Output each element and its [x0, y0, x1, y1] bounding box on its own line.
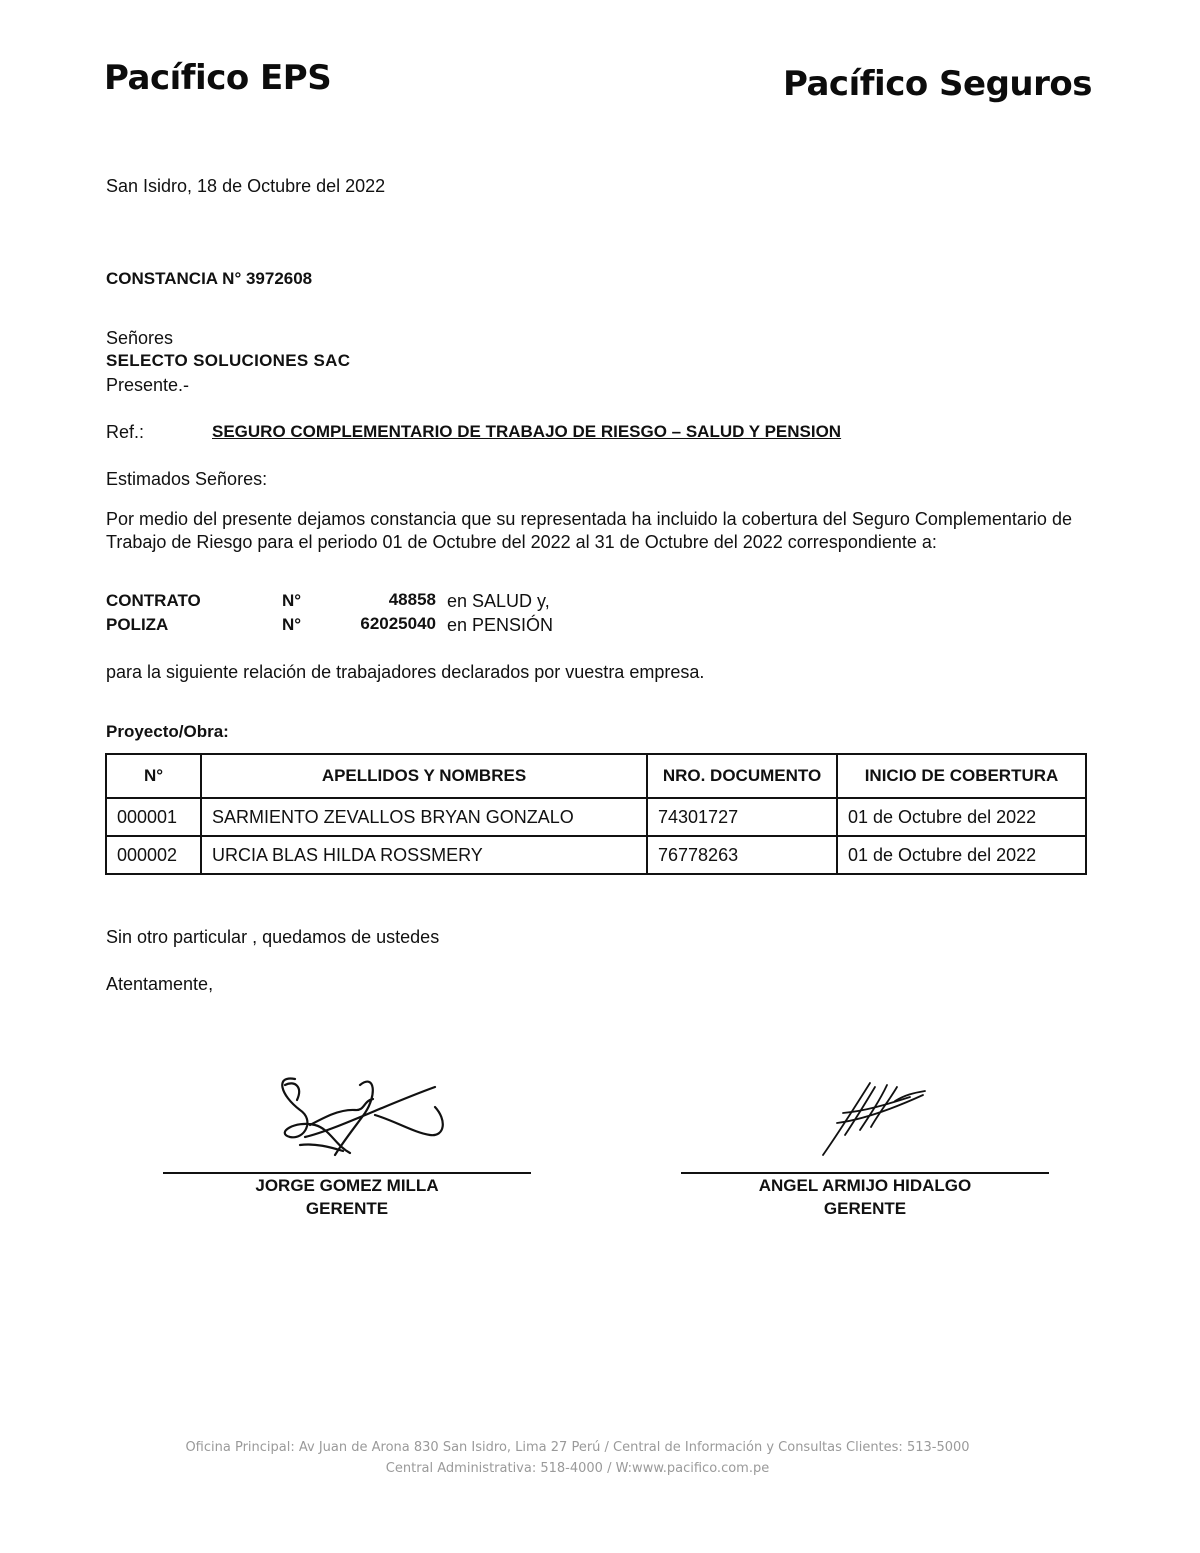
poliza-number: 62025040 — [360, 614, 436, 633]
closing-line: Sin otro particular , quedamos de ustedes — [106, 927, 440, 947]
footer-line-1: Oficina Principal: Av Juan de Arona 830 San Isidro, Lima 27 Perú / Central de Información y Consultas Clientes: 513-5000 — [185, 1440, 970, 1455]
table-row — [106, 798, 1086, 836]
poliza-no-label: N° — [282, 615, 302, 634]
table-header-row — [106, 754, 1086, 798]
relation-line: para la siguiente relación de trabajadores declarados por vuestra empresa. — [106, 662, 705, 682]
workers-table — [105, 753, 1087, 875]
salutation: Señores — [106, 328, 174, 348]
pacifico-seguros-logo: Pacífico Seguros — [782, 64, 1092, 104]
header-document: NRO. DOCUMENTO — [647, 754, 837, 798]
contrato-no-label: N° — [282, 591, 302, 610]
constancia-number: CONSTANCIA N° 3972608 — [106, 269, 313, 288]
cell-name: URCIA BLAS HILDA ROSSMERY — [201, 836, 647, 874]
header-coverage-start: INICIO DE COBERTURA — [837, 754, 1086, 798]
proyecto-label: Proyecto/Obra: — [106, 722, 229, 741]
cell-n: 000001 — [106, 798, 201, 836]
signature-2-image — [775, 1065, 975, 1165]
poliza-label: POLIZA — [106, 615, 169, 634]
date-line: San Isidro, 18 de Octubre del 2022 — [106, 176, 386, 196]
presente: Presente.- — [106, 375, 190, 395]
header-n: N° — [106, 754, 201, 798]
body-paragraph: Por medio del presente dejamos constancia que su representada ha incluido la cobertura del Seguro Complementario de Trabajo de Riesgo para el periodo 01 de Octubre del 2022 al 31 de Octubre del 2022 correspondiente a: — [106, 509, 1072, 552]
greeting: Estimados Señores: — [106, 469, 268, 489]
footer-line-2: Central Administrativa: 518-4000 / W:www.pacifico.com.pe — [385, 1461, 770, 1476]
signer-name: ANGEL ARMIJO HIDALGO — [758, 1176, 972, 1195]
contrato-label: CONTRATO — [106, 591, 201, 610]
poliza-suffix: en PENSIÓN — [447, 615, 554, 635]
signer-name: JORGE GOMEZ MILLA — [255, 1176, 439, 1195]
cell-n: 000002 — [106, 836, 201, 874]
cell-document: 74301727 — [647, 798, 837, 836]
signature-1-image — [255, 1065, 465, 1165]
signer-block-1 — [163, 1174, 531, 1220]
ref-subject: SEGURO COMPLEMENTARIO DE TRABAJO DE RIESGO – SALUD Y PENSION — [212, 422, 842, 441]
cell-name: SARMIENTO ZEVALLOS BRYAN GONZALO — [201, 798, 647, 836]
cell-coverage-start: 01 de Octubre del 2022 — [837, 836, 1086, 874]
table-row — [106, 836, 1086, 874]
company-name: SELECTO SOLUCIONES SAC — [106, 351, 351, 370]
signer-block-2 — [681, 1174, 1049, 1220]
signer-title: GERENTE — [305, 1199, 389, 1218]
cell-document: 76778263 — [647, 836, 837, 874]
cell-coverage-start: 01 de Octubre del 2022 — [837, 798, 1086, 836]
ref-label: Ref.: — [106, 422, 145, 442]
signer-title: GERENTE — [823, 1199, 907, 1218]
sign-off: Atentamente, — [106, 974, 214, 994]
pacifico-eps-logo: Pacífico EPS — [104, 58, 332, 98]
page-footer — [0, 1437, 1155, 1479]
contrato-suffix: en SALUD y, — [447, 591, 550, 611]
header-names: APELLIDOS Y NOMBRES — [201, 754, 647, 798]
contrato-number: 48858 — [388, 590, 436, 609]
